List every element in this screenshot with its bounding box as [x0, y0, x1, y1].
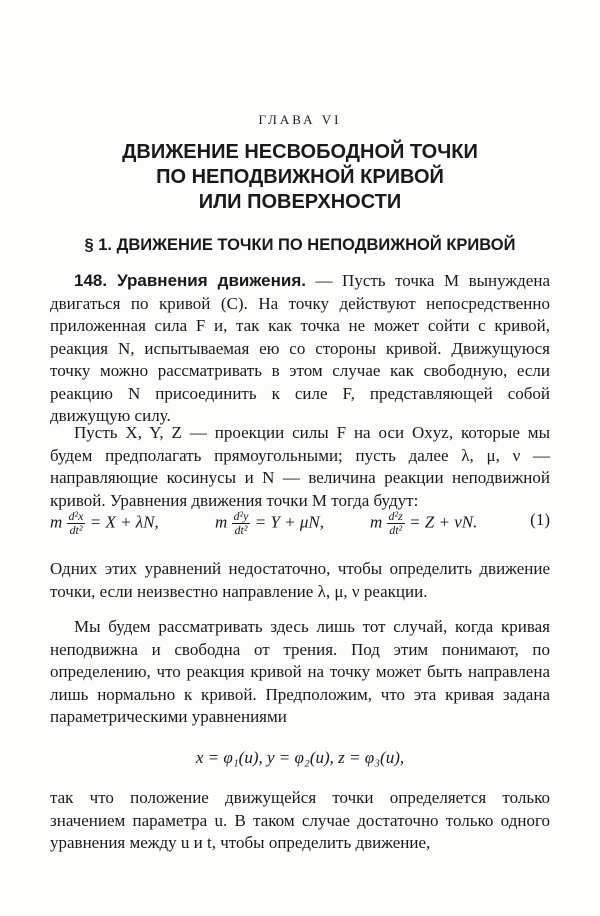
- paragraph-projections: Пусть X, Y, Z — проекции силы F на оси Oxyz, которые мы будем предполагать прямоугольными; пусть далее λ, μ, ν — направляющие косинусы и N — величина реакции неподвижной кривой. Уравнения движения точки M тогда будут:: [50, 423, 550, 510]
- eq-mass-z: m: [370, 512, 383, 532]
- eq-frac-y: [232, 510, 251, 537]
- equation-1-y: [215, 510, 324, 537]
- eq-rhs-z: = Z + νN.: [409, 512, 478, 532]
- eq-num-z: d²z: [388, 509, 403, 523]
- eq-rhs-x: = X + λN,: [89, 512, 159, 532]
- chapter-label: ГЛАВА VI: [258, 112, 342, 127]
- chapter-title-line-3: ИЛИ ПОВЕРХНОСТИ: [198, 191, 402, 213]
- chapter-title-line-2: ПО НЕПОДВИЖНОЙ КРИВОЙ: [156, 166, 444, 188]
- paragraph-insufficient: Одних этих уравнений недостаточно, чтобы определить движение точки, если неизвестно направление λ, μ, ν реакции.: [50, 559, 550, 601]
- eq-mass-x: m: [50, 512, 63, 532]
- equation-parametric: x = φ₁(u), y = φ₂(u), z = φ₃(u),: [195, 748, 405, 767]
- paragraph-heading: 148. Уравнения движения.: [74, 271, 306, 290]
- paragraph-position: так что положение движущейся точки определяется только значением параметра u. В таком случае достаточно только одного уравнения между u и t, чтобы определить движение,: [50, 788, 550, 852]
- eq-den-y: dt²: [234, 523, 248, 537]
- eq-num-x: d²x: [68, 509, 84, 523]
- equation-1-number: (1): [530, 510, 550, 529]
- paragraph-frictionless: Мы будем рассматривать здесь лишь тот случай, когда кривая неподвижна и свободна от трения. Под этим понимают, по определению, что реакция кривой на точку может быть направлена лишь нормально к кривой. Предположим, что эта кривая задана параметрическими уравнениями: [50, 617, 550, 726]
- eq-num-y: d²y: [233, 509, 249, 523]
- eq-frac-z: [387, 510, 405, 537]
- eq-den-z: dt²: [389, 523, 403, 537]
- section-title: § 1. ДВИЖЕНИЕ ТОЧКИ ПО НЕПОДВИЖНОЙ КРИВОЙ: [84, 236, 516, 254]
- eq-rhs-y: = Y + μN,: [254, 512, 324, 532]
- chapter-title-line-1: ДВИЖЕНИЕ НЕСВОБОДНОЙ ТОЧКИ: [122, 141, 478, 163]
- eq-den-x: dt²: [69, 523, 83, 537]
- paragraph-body: — Пусть точка M вынуждена двигаться по кривой (C). На точку действуют непосредственно приложенная сила F и, так как точка не может сойти с кривой, реакция N, испытываемая ею со стороны кривой. Движущуюся точку можно рассматривать в этом случае как свободную, если реакцию N присоединить к силе F, представляющей собой движущую силу.: [50, 271, 550, 425]
- equation-1: [50, 506, 550, 546]
- equation-1-x: [50, 510, 159, 537]
- eq-frac-x: [67, 510, 86, 537]
- paragraph-148: [50, 270, 550, 428]
- equation-1-z: [370, 510, 477, 537]
- chapter-title: [0, 140, 600, 215]
- eq-mass-y: m: [215, 512, 228, 532]
